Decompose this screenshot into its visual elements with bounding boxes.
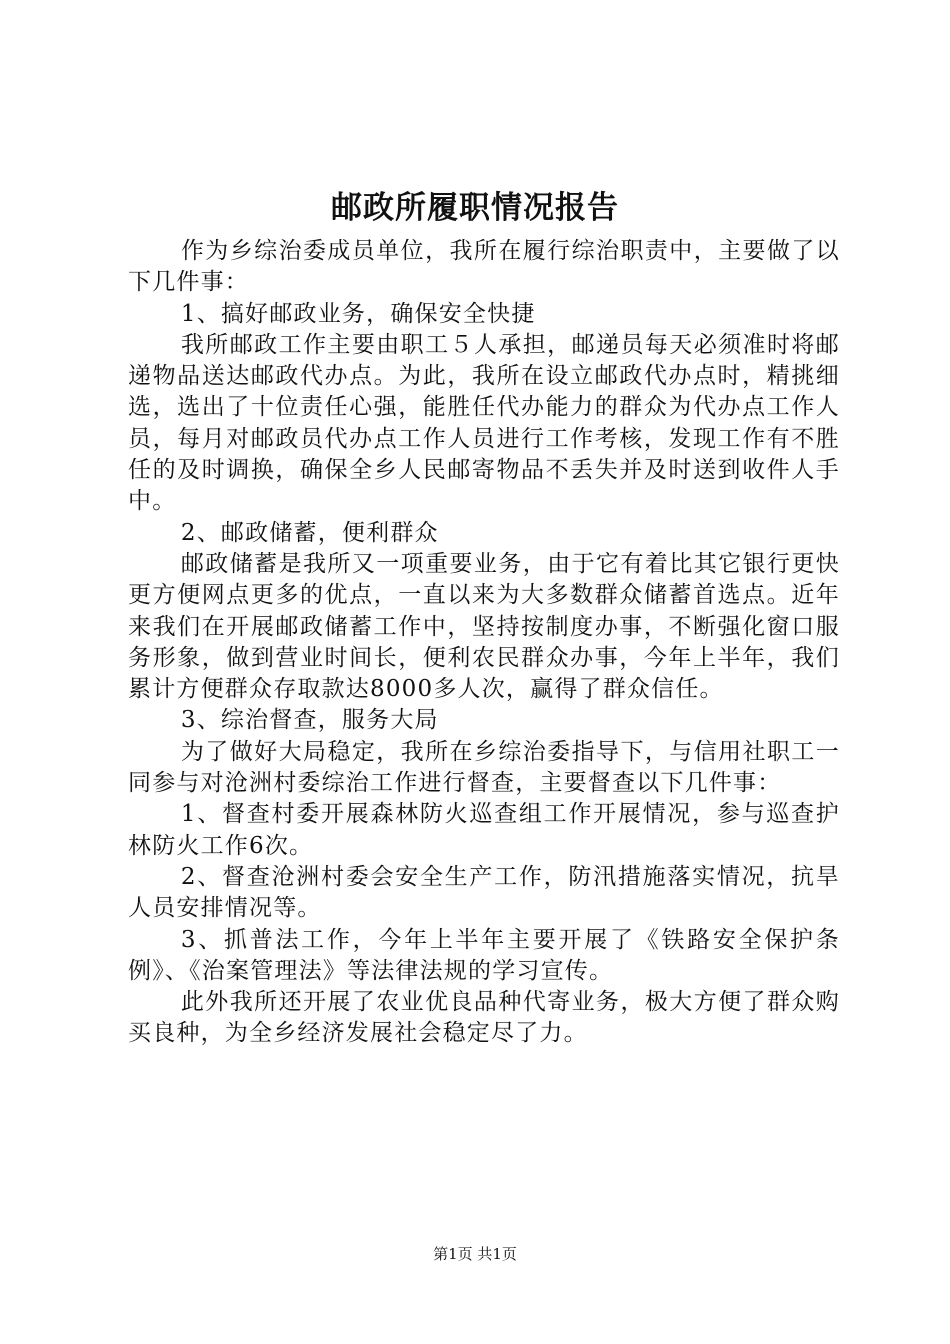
paragraph-closing: 此外我所还开展了农业优良品种代寄业务，极大方便了群众购买良种，为全乡经济发展社会稳定尽了力。 (128, 989, 840, 1047)
paragraph-item-2: 2、督查沧洲村委会安全生产工作，防汛措施落实情况，抗旱人员安排情况等。 (128, 863, 840, 922)
page-footer: 第1页 共1页 (433, 1245, 517, 1263)
paragraph-supervision: 为了做好大局稳定，我所在乡综治委指导下，与信用社职工一同参与对沧洲村委综治工作进行督查，主要督查以下几件事： (128, 738, 840, 797)
section-heading-3: 3、综治督查，服务大局 (180, 707, 439, 734)
section-heading-2: 2、邮政储蓄，便利群众 (180, 519, 439, 546)
paragraph-item-3: 3、抓普法工作，今年上半年主要开展了《铁路安全保护条例》、《治案管理法》等法律法规的学习宣传。 (128, 926, 840, 984)
document-body (128, 236, 840, 1050)
paragraph-postal-business: 我所邮政工作主要由职工５人承担，邮递员每天必须准时将邮递物品送达邮政代办点。为此，我所在设立邮政代办点时，精挑细选，选出了十位责任心强，能胜任代办能力的群众为代办点工作人员，每月对邮政员代办点工作人员进行工作考核，发现工作有不胜任的及时调换，确保全乡人民邮寄物品不丢失并及时送到收件人手中。 (128, 331, 840, 515)
paragraph-intro: 作为乡综治委成员单位，我所在履行综治职责中，主要做了以下几件事： (128, 238, 840, 296)
document-title: 邮政所履职情况报告 (331, 190, 619, 226)
paragraph-item-1: 1、督查村委开展森林防火巡查组工作开展情况，参与巡查护林防火工作6次。 (128, 801, 840, 859)
paragraph-postal-savings: 邮政储蓄是我所又一项重要业务，由于它有着比其它银行更快更方便网点更多的优点，一直以来为大多数群众储蓄首选点。近年来我们在开展邮政储蓄工作中，坚持按制度办事，不断强化窗口服务形象，做到营业时间长，便利农民群众办事，今年上半年，我们累计方便群众存取款达8000多人次，赢得了群众信任。 (128, 550, 840, 703)
section-heading-1: 1、搞好邮政业务，确保安全快捷 (180, 300, 536, 327)
